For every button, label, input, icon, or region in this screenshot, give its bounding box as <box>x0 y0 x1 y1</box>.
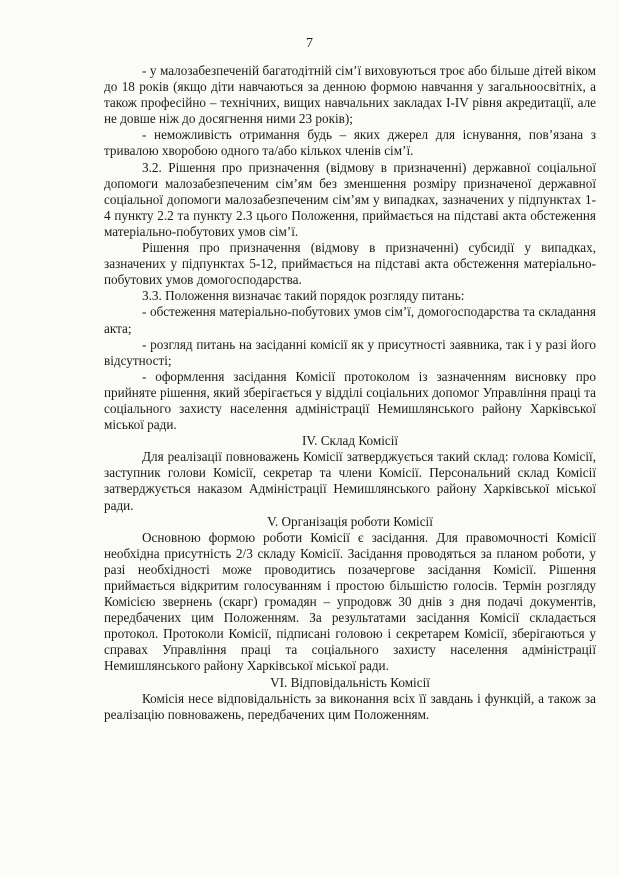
paragraph: Основною формою роботи Комісії є засідання. Для правомочності Комісії необхідна присутність 2/3 складу Комісії. Засідання проводяться за планом роботи, у разі необхідності може проводитись позачергове засідання Комісії. Рішення приймається відкритим голосуванням і простою більшістю голосів. Термін розгляду Комісією звернень (скарг) громадян – упродовж 30 днів з дня подачі документів, передбачених цим Положенням. За результатами засідання Комісії складається протокол. Протоколи Комісії, підписані головою і секретарем Комісії, зберігаються у справах Управління праці та соціального захисту населення адміністрації Немишлянського району Харківської міської ради. <box>104 529 596 674</box>
paragraph: - обстеження матеріально-побутових умов сім’ї, домогосподарства та складання акта; <box>104 304 596 336</box>
paragraph: 3.3. Положення визначає такий порядок розгляду питань: <box>142 288 465 304</box>
paragraph: Рішення про призначення (відмову в призначенні) субсидії у випадках, зазначених у підпунктах 5-12, приймається на підставі акта обстеження матеріально-побутових умов домогосподарства. <box>104 240 596 288</box>
paragraph: - оформлення засідання Комісії протоколом із зазначенням висновку про прийняте рішення, який зберігається у відділі соціальних допомог Управління праці та соціального захисту населення адміністрації Немишлянського району Харківської міської ради. <box>104 368 596 433</box>
document-body <box>104 63 596 723</box>
paragraph: - неможливість отримання будь – яких джерел для існування, пов’язана з тривалою хворобою одного та/або кількох членів сім’ї. <box>104 127 596 159</box>
paragraph: Для реалізації повноважень Комісії затверджується такий склад: голова Комісії, заступник голови Комісії, секретар та члени Комісії. Персональний склад Комісії затверджується наказом Адміністрації Немишлянського району Харківської міської ради. <box>104 449 596 513</box>
paragraph: 3.2. Рішення про призначення (відмову в призначенні) державної соціальної допомоги малозабезпеченим сім’ям без зменшення розміру призначеної державної соціальної допомоги малозабезпеченим сім’ям у випадках, зазначених у підпунктах 1-4 пункту 2.2 та пункту 2.3 цього Положення, приймається на підставі акта обстеження матеріально-побутових умов сім’ї. <box>104 159 596 239</box>
section-heading: IV. Склад Комісії <box>301 433 399 449</box>
page-number: 7 <box>306 36 313 51</box>
section-heading: VI. Відповідальність Комісії <box>270 674 430 690</box>
paragraph: - розгляд питань на засіданні комісії як у присутності заявника, так і у разі його відсутності; <box>104 336 596 368</box>
paragraph: Комісія несе відповідальність за виконання всіх її завдань і функцій, а також за реалізацію повноважень, передбачених цим Положенням. <box>104 690 596 722</box>
section-heading: V. Організація роботи Комісії <box>267 513 433 529</box>
paragraph: - у малозабезпеченій багатодітній сім’ї виховуються троє або більше дітей віком до 18 років (якщо діти навчаються за денною формою навчання у загальноосвітніх, а також професійно – технічних, вищих навчальних закладах I-IV рівня акредитації, але не довше ніж до досягнення ними 23 років); <box>104 63 596 127</box>
